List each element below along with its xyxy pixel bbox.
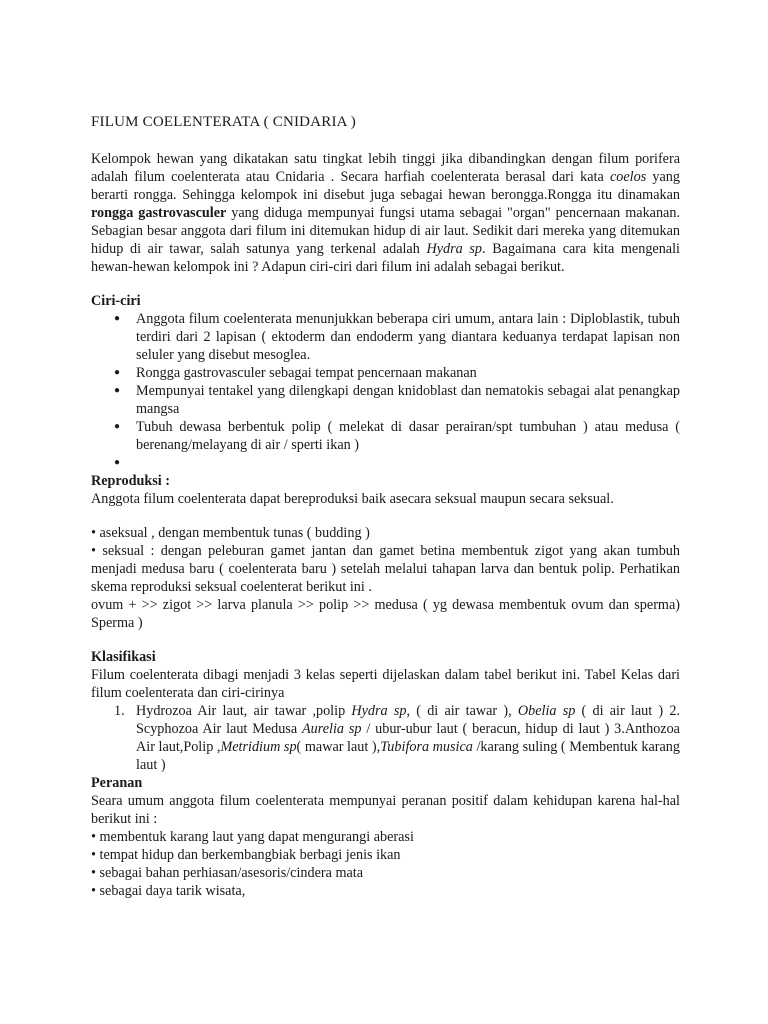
class-text: , ( di air tawar ), bbox=[406, 703, 518, 719]
list-item: • sebagai bahan perhiasan/asesoris/cindera mata bbox=[91, 865, 364, 881]
reproduksi-seksual: • seksual : dengan peleburan gamet jantan dan gamet betina membentuk zigot yang akan tumbuh menjadi medusa baru ( coelenterata baru ) setelah melalui tahapan larva dan bentuk polip. Perhatikan skema reproduksi seksual coelenterat berikut ini . bbox=[91, 543, 680, 595]
intro-text: yang berarti rongga. Sehingga kelompok ini disebut juga sebagai hewan berongga.Rongga itu dinamakan bbox=[91, 169, 680, 203]
species-name: Metridium sp bbox=[220, 739, 297, 755]
ciri-heading: Ciri-ciri bbox=[91, 293, 141, 309]
class-text: ( di air laut ) 2. Scyphozoa Air laut Medusa bbox=[136, 703, 680, 737]
peranan-intro: Seara umum anggota filum coelenterata mempunyai peranan positif dalam kehidupan karena hal-hal berikut ini : bbox=[91, 793, 680, 827]
species-name: Obelia sp bbox=[517, 703, 576, 719]
klasifikasi-list bbox=[91, 702, 680, 774]
page-title: FILUM COELENTERATA ( CNIDARIA ) bbox=[91, 114, 356, 130]
list-item-empty bbox=[136, 454, 680, 472]
species-name: Aurelia sp bbox=[301, 721, 362, 737]
class-text: Hydrozoa Air laut, air tawar ,polip bbox=[136, 703, 352, 719]
list-item: ● Tubuh dewasa berbentuk polip ( melekat di dasar perairan/spt tumbuhan ) atau medusa ( berenang/melayang di air / sperti ikan ) bbox=[136, 418, 680, 454]
klasifikasi-heading: Klasifikasi bbox=[91, 649, 156, 665]
list-item: ● Anggota filum coelenterata menunjukkan beberapa ciri umum, antara lain : Diploblastik, tubuh terdiri dari 2 lapisan ( ektoderm dan endoderm yang diantara keduanya terdapat lapisan non seluler yang disebut mesoglea. bbox=[136, 310, 680, 364]
reproduksi-skema: ovum + >> zigot >> larva planula >> polip >> medusa ( yg dewasa membentuk ovum dan sperma) Sperma ) bbox=[91, 597, 680, 631]
intro-paragraph bbox=[91, 150, 680, 276]
list-number: 1. bbox=[114, 703, 125, 719]
intro-rongga-term: rongga gastrovasculer bbox=[91, 205, 227, 221]
list-item: ● Mempunyai tentakel yang dilengkapi dengan knidoblast dan nematokis sebagai alat penangkap mangsa bbox=[136, 382, 680, 418]
list-item: • tempat hidup dan berkembangbiak berbagi jenis ikan bbox=[91, 847, 401, 863]
intro-text: . Bagaimana cara kita mengenali hewan-hewan kelompok ini ? Adapun ciri-ciri dari filum ini adalah sebagai berikut. bbox=[91, 241, 680, 275]
intro-coelos: coelos bbox=[609, 169, 647, 185]
species-name: Hydra sp bbox=[351, 703, 407, 719]
reproduksi-heading: Reproduksi : bbox=[91, 473, 170, 489]
intro-text: yang diduga mempunyai fungsi utama sebagai "organ" pencernaan makanan. Sebagian besar anggota dari filum ini ditemukan hidup di air laut. Sedikit dari mereka yang ditemukan hidup di air tawar, salah satunya yang terkenal adalah bbox=[91, 205, 680, 257]
peranan-heading: Peranan bbox=[91, 775, 143, 791]
list-item: ● Rongga gastrovasculer sebagai tempat pencernaan makanan bbox=[136, 364, 680, 382]
class-text: /karang suling ( Membentuk karang laut ) bbox=[136, 739, 680, 773]
reproduksi-aseksual: • aseksual , dengan membentuk tunas ( budding ) bbox=[91, 525, 370, 541]
class-text: ( mawar laut ), bbox=[296, 739, 381, 755]
intro-hydra: Hydra sp bbox=[426, 241, 483, 257]
class-text: / ubur-ubur laut ( beracun, hidup di laut ) 3.Anthozoa Air laut,Polip , bbox=[136, 721, 680, 755]
reproduksi-intro: Anggota filum coelenterata dapat bereproduksi baik asecara seksual maupun secara seksual. bbox=[91, 491, 614, 507]
ciri-list bbox=[91, 310, 680, 472]
list-item bbox=[114, 702, 680, 774]
species-name: Tubifora musica bbox=[380, 739, 473, 755]
klasifikasi-intro: Filum coelenterata dibagi menjadi 3 kelas seperti dijelaskan dalam tabel berikut ini. Tabel Kelas dari filum coelenterata dan ciri-cirinya bbox=[91, 667, 680, 701]
list-item: • sebagai daya tarik wisata, bbox=[91, 883, 246, 899]
intro-text: Kelompok hewan yang dikatakan satu tingkat lebih tinggi jika dibandingkan dengan filum porifera adalah filum coelenterata atau Cnidaria . Secara harfiah coelenterata berasal dari kata bbox=[91, 151, 680, 185]
list-item: • membentuk karang laut yang dapat mengurangi aberasi bbox=[91, 829, 414, 845]
